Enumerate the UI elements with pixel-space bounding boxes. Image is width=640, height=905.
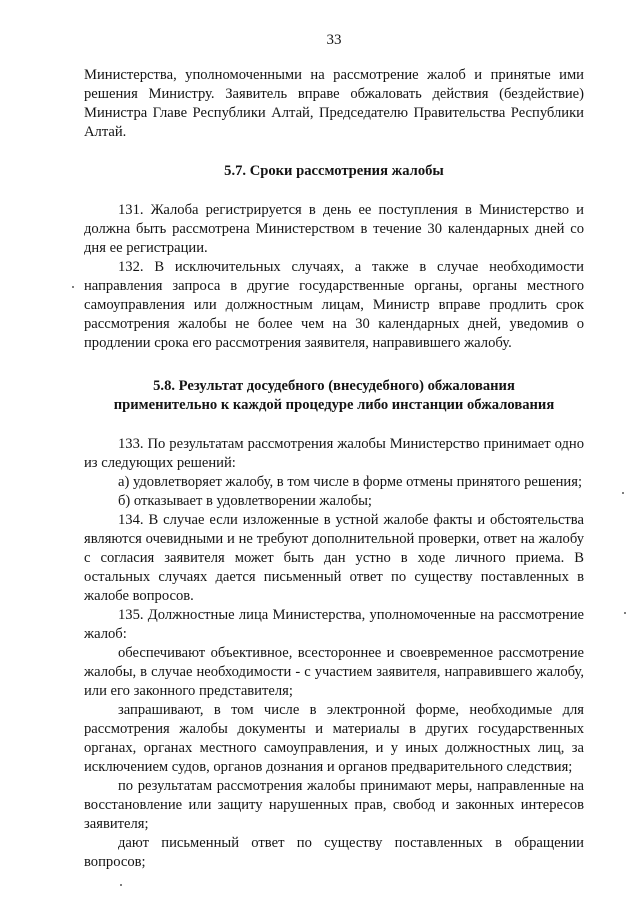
scan-speck (72, 286, 74, 288)
paragraph-135-item-4: дают письменный ответ по существу поставленных в обращении вопросов; (84, 835, 584, 870)
paragraph-135-item-1: обеспечивают объективное, всестороннее и своевременное рассмотрение жалобы, в случае необходимости - с участием заявителя, направившего жалобу, или его законного представителя; (84, 645, 584, 699)
section-5-7-heading: 5.7. Сроки рассмотрения жалобы (224, 163, 444, 179)
paragraph-133-item-a: а) удовлетворяет жалобу, в том числе в форме отмены принятого решения; (118, 474, 583, 490)
scan-speck (120, 884, 122, 886)
page-number: 33 (326, 32, 342, 48)
spacer (84, 181, 584, 201)
paragraph-133: 133. По результатам рассмотрения жалобы Министерство принимает одно из следующих решений: (84, 436, 584, 471)
scan-speck (624, 612, 626, 614)
paragraph-131: 131. Жалоба регистрируется в день ее поступления в Министерство и должна быть рассмотрена Министерством в течение 30 календарных дней со дня ее регистрации. (84, 202, 584, 256)
paragraph-134: 134. В случае если изложенные в устной жалобе факты и обстоятельства являются очевидными и не требуют дополнительной проверки, ответ на жалобу с согласия заявителя может быть дан устно в ходе личного приема. В остальных случаях дается письменный ответ по существу поставленных в жалобе вопросов. (84, 512, 584, 604)
spacer (84, 415, 584, 435)
paragraph-133-item-b: б) отказывает в удовлетворении жалобы; (118, 493, 372, 509)
paragraph-135-item-3: по результатам рассмотрения жалобы принимают меры, направленные на восстановление или защиту нарушенных прав, свобод и законных интересов заявителя; (84, 778, 584, 832)
paragraph-132: 132. В исключительных случаях, а также в случае необходимости направления запроса в другие государственные органы, органы местного самоуправления или должностным лицам, Министр вправе продлить срок рассмотрения жалобы не более чем на 30 календарных дней, уведомив о продлении срока его рассмотрения заявителя, направившего жалобу. (84, 259, 584, 351)
scan-speck (622, 492, 624, 494)
section-5-8-heading-line1: 5.8. Результат досудебного (внесудебного) обжалования (153, 378, 515, 394)
section-5-8-heading-line2: применительно к каждой процедуре либо инстанции обжалования (113, 397, 555, 413)
paragraph-135: 135. Должностные лица Министерства, уполномоченные на рассмотрение жалоб: (84, 607, 584, 642)
document-page (84, 30, 584, 872)
spacer (84, 142, 584, 162)
paragraph-135-item-2: запрашивают, в том числе в электронной форме, необходимые для рассмотрения жалобы документы и материалы в других государственных органах, органах местного самоуправления, и у иных должностных лиц, за исключением судов, органов дознания и органов предварительного следствия; (84, 702, 584, 775)
intro-paragraph: Министерства, уполномоченными на рассмотрение жалоб и принятые ими решения Министру. Заявитель вправе обжаловать действия (бездействие) Министра Главе Республики Алтай, Председателю Правительства Республики Алтай. (84, 67, 584, 140)
spacer (84, 353, 584, 377)
